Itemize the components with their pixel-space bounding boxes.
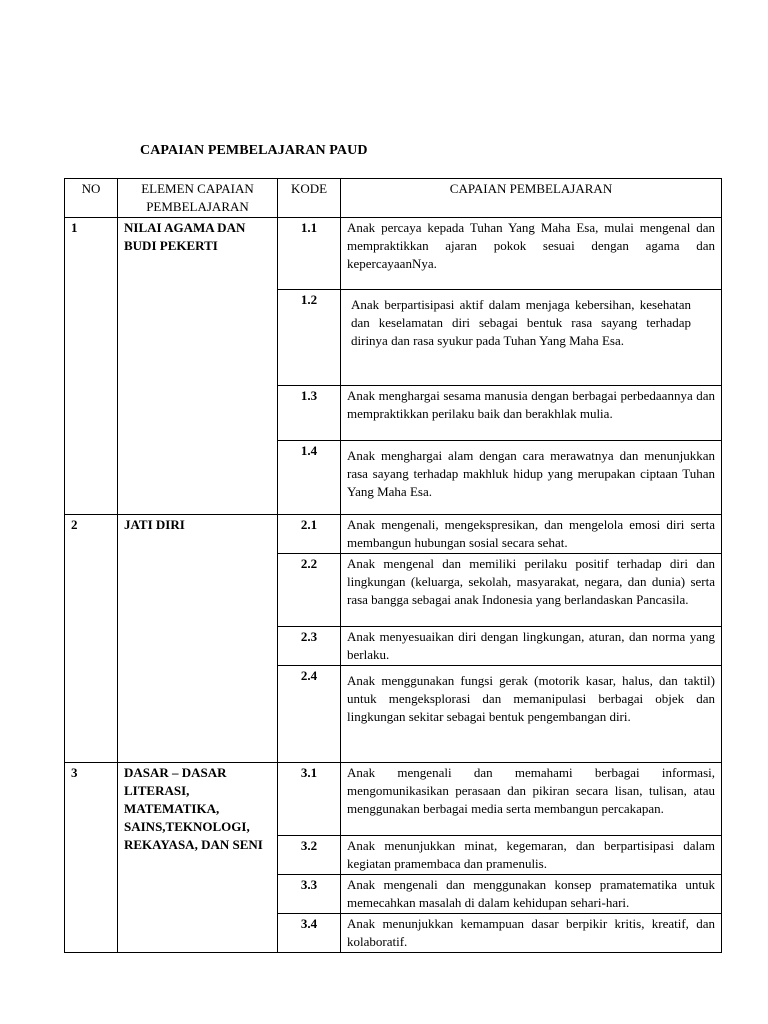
header-no: NO bbox=[65, 179, 118, 218]
table-row bbox=[65, 218, 722, 290]
item-capaian: Anak menunjukkan minat, kegemaran, dan berpartisipasi dalam kegiatan pramembaca dan pramenulis. bbox=[341, 836, 722, 875]
group-elemen: NILAI AGAMA DAN BUDI PEKERTI bbox=[118, 218, 278, 515]
item-kode: 2.3 bbox=[278, 627, 341, 666]
header-capaian: CAPAIAN PEMBELAJARAN bbox=[341, 179, 722, 218]
table-row bbox=[65, 763, 722, 836]
group-number: 1 bbox=[65, 218, 118, 515]
item-kode: 3.1 bbox=[278, 763, 341, 836]
item-capaian: Anak mengenal dan memiliki perilaku positif terhadap diri dan lingkungan (keluarga, sekolah, masyarakat, negara, dan dunia) serta rasa bangga sebagai anak Indonesia yang berlandaskan Pancasila. bbox=[341, 554, 722, 627]
item-capaian: Anak menggunakan fungsi gerak (motorik kasar, halus, dan taktil) untuk mengeksplorasi dan memanipulasi berbagai objek dan lingkungan sekitar sebagai bentuk pengembangan diri. bbox=[341, 666, 722, 763]
item-kode: 2.2 bbox=[278, 554, 341, 627]
group-elemen: JATI DIRI bbox=[118, 515, 278, 763]
item-kode: 1.2 bbox=[278, 290, 341, 386]
group-elemen: DASAR – DASAR LITERASI, MATEMATIKA, SAINS,TEKNOLOGI, REKAYASA, DAN SENI bbox=[118, 763, 278, 953]
item-kode: 1.3 bbox=[278, 386, 341, 441]
item-capaian: Anak mengenali dan memahami berbagai informasi, mengomunikasikan perasaan dan pikiran secara lisan, tulisan, atau menggunakan berbagai media serta membangun percakapan. bbox=[341, 763, 722, 836]
group-number: 3 bbox=[65, 763, 118, 953]
table-row bbox=[65, 515, 722, 554]
item-kode: 1.4 bbox=[278, 441, 341, 515]
item-kode: 3.4 bbox=[278, 914, 341, 953]
item-kode: 2.1 bbox=[278, 515, 341, 554]
item-kode: 2.4 bbox=[278, 666, 341, 763]
item-kode: 1.1 bbox=[278, 218, 341, 290]
item-kode: 3.2 bbox=[278, 836, 341, 875]
header-kode: KODE bbox=[278, 179, 341, 218]
item-capaian: Anak mengenali, mengekspresikan, dan mengelola emosi diri serta membangun hubungan sosial secara sehat. bbox=[341, 515, 722, 554]
item-capaian: Anak percaya kepada Tuhan Yang Maha Esa, mulai mengenal dan mempraktikkan ajaran pokok sesuai dengan agama dan kepercayaanNya. bbox=[341, 218, 722, 290]
header-elemen: ELEMEN CAPAIAN PEMBELAJARAN bbox=[118, 179, 278, 218]
document-title: CAPAIAN PEMBELAJARAN PAUD bbox=[140, 143, 368, 158]
item-kode: 3.3 bbox=[278, 875, 341, 914]
item-capaian: Anak mengenali dan menggunakan konsep pramatematika untuk memecahkan masalah di dalam kehidupan sehari-hari. bbox=[341, 875, 722, 914]
item-capaian: Anak menyesuaikan diri dengan lingkungan, aturan, dan norma yang berlaku. bbox=[341, 627, 722, 666]
table-header-row bbox=[65, 179, 722, 218]
item-capaian: Anak menghargai alam dengan cara merawatnya dan menunjukkan rasa sayang terhadap makhluk hidup yang merupakan ciptaan Tuhan Yang Maha Esa. bbox=[341, 441, 722, 515]
capaian-table bbox=[64, 178, 722, 953]
group-number: 2 bbox=[65, 515, 118, 763]
item-capaian: Anak berpartisipasi aktif dalam menjaga kebersihan, kesehatan dan keselamatan diri sebagai bentuk rasa sayang terhadap dirinya dan rasa syukur pada Tuhan Yang Maha Esa. bbox=[341, 290, 722, 386]
item-capaian: Anak menghargai sesama manusia dengan berbagai perbedaannya dan mempraktikkan perilaku baik dan berakhlak mulia. bbox=[341, 386, 722, 441]
item-capaian: Anak menunjukkan kemampuan dasar berpikir kritis, kreatif, dan kolaboratif. bbox=[341, 914, 722, 953]
